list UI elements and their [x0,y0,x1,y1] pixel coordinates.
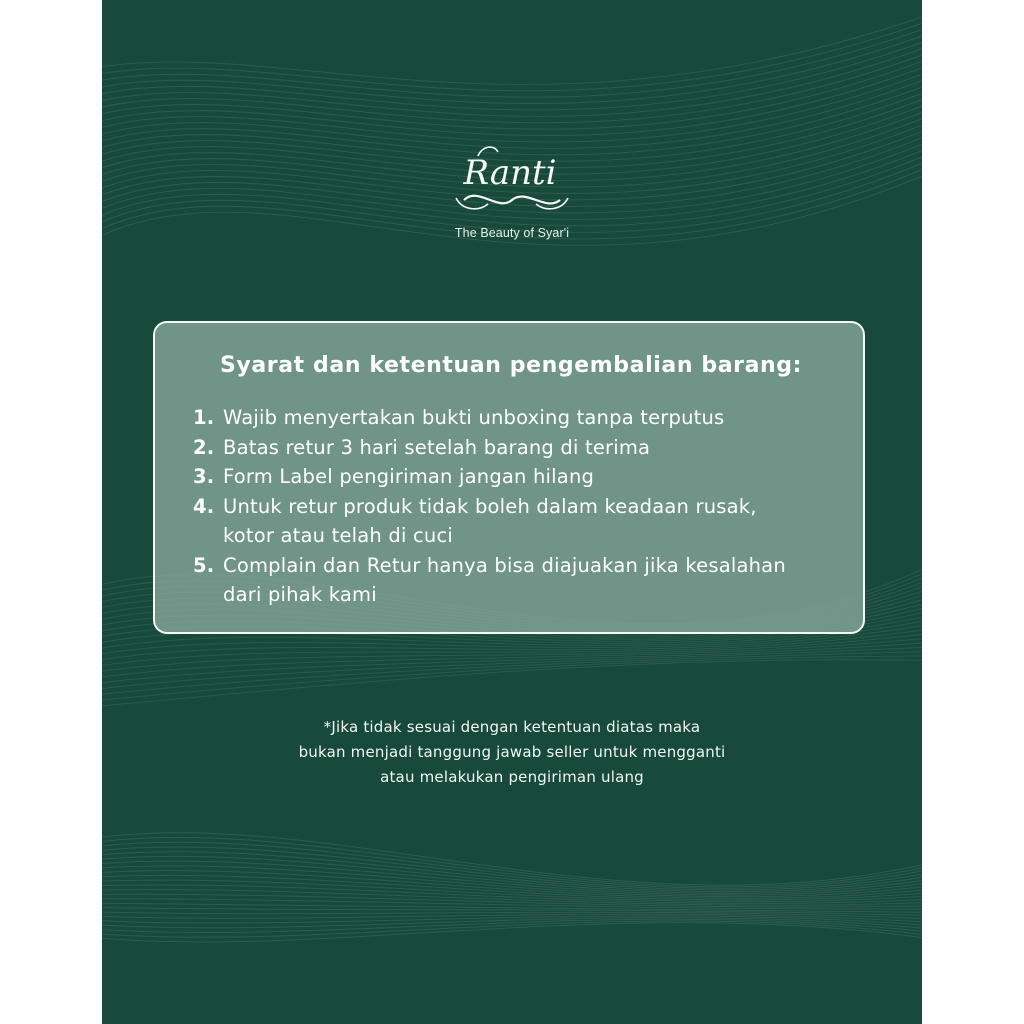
terms-item-1 [193,403,853,433]
terms-item-4 [193,492,853,551]
terms-item-text: Wajib menyertakan bukti unboxing tanpa terputus [223,406,725,429]
terms-item-number: 3. [193,465,215,488]
wave-line [102,16,922,90]
brand-logo [102,138,922,248]
terms-item-text-continued: kotor atau telah di cuci [223,524,454,547]
wave-line [102,23,922,98]
wave-line [102,10,922,84]
terms-box [153,321,865,634]
footnote-line: atau melakukan pengiriman ulang [380,768,644,786]
wave-line [102,880,922,902]
ranti-logo-icon [442,138,582,218]
brand-name: Ranti [463,153,557,193]
terms-item-text: Batas retur 3 hari setelah barang di terima [223,435,651,459]
wave-line [102,833,922,886]
terms-item-number: 1. [193,406,215,429]
terms-item-text: Untuk retur produk tidak boleh dalam keadaan rusak, [223,494,757,518]
terms-list [193,403,853,610]
brand-tagline: The Beauty of Syar'i [454,226,570,240]
terms-item-number: 4. [193,494,215,518]
terms-item-number: 5. [193,553,215,577]
wave-line [102,919,922,933]
wave-line [102,60,922,135]
disclaimer-footnote [102,715,922,790]
terms-item-3 [193,462,853,492]
terms-item-text: Complain dan Retur hanya bisa diajuakan jika kesalahan [223,553,786,577]
terms-item-text: Form Label pengiriman jangan hilang [223,465,595,488]
wave-line [102,67,922,142]
terms-item-number: 2. [193,435,215,459]
poster [102,0,922,1024]
terms-item-5 [193,551,853,610]
footnote-line: *Jika tidak sesuai dengan ketentuan diatas maka [323,718,701,736]
terms-item-2 [193,433,853,463]
terms-title: Syarat dan ketentuan pengembalian barang: [219,353,803,378]
terms-item-text-continued: dari pihak kami [223,583,377,606]
footnote-line: bukan menjadi tanggung jawab seller untuk mengganti [298,743,726,761]
